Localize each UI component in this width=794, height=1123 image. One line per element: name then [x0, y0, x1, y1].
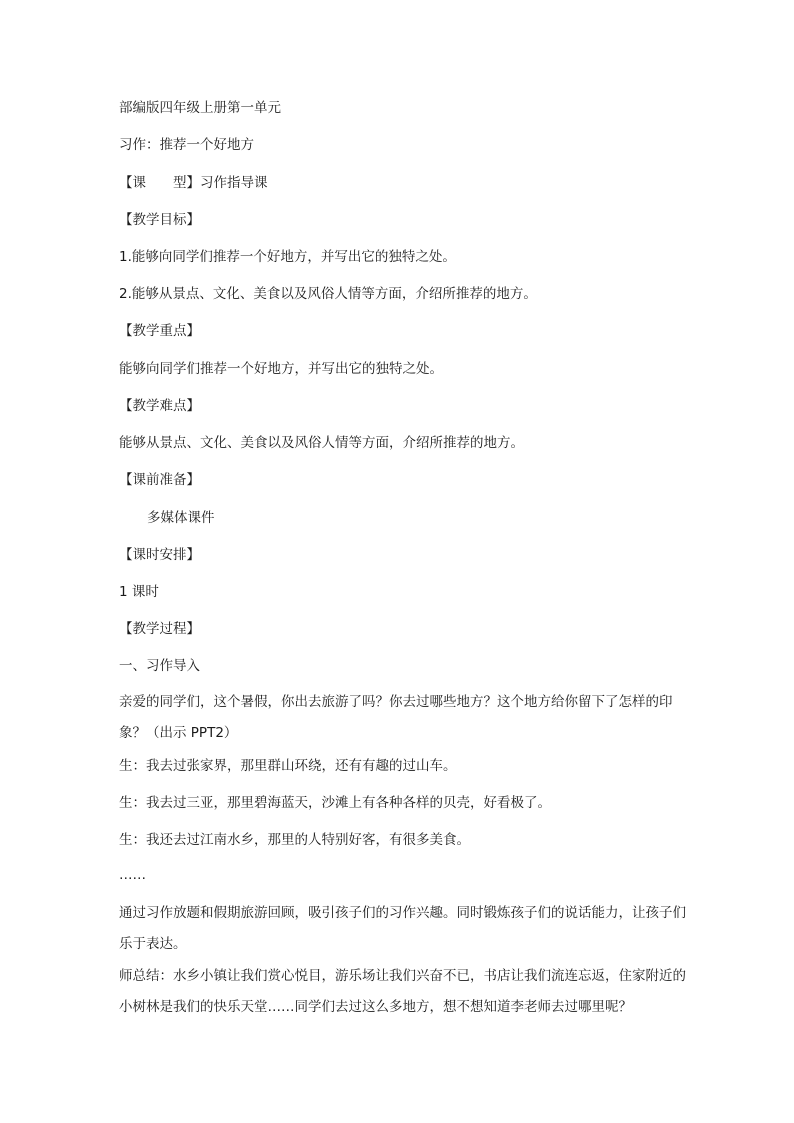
goal-item-2: 2.能够从景点、文化、美食以及风俗人情等方面，介绍所推荐的地方。: [119, 286, 537, 302]
difficulties-text: 能够从景点、文化、美食以及风俗人情等方面，介绍所推荐的地方。: [119, 435, 524, 451]
process-heading: 【教学过程】: [119, 621, 200, 637]
document-header: 部编版四年级上册第一单元: [119, 100, 281, 116]
lesson-type: 【课 型】习作指导课: [119, 175, 268, 191]
difficulties-heading: 【教学难点】: [119, 398, 200, 414]
teacher-summary: 师总结：水乡小镇让我们赏心悦目，游乐场让我们兴奋不已，书店让我们流连忘返，住家附近的小树林是我们的快乐天堂……同学们去过这么多地方，想不想知道李老师去过哪里呢？: [119, 968, 686, 1015]
design-note: 通过习作放题和假期旅游回顾，吸引孩子们的习作兴趣。同时锻炼孩子们的说话能力，让孩子们乐于表达。: [119, 905, 686, 952]
goal-item-1: 1.能够向同学们推荐一个好地方，并写出它的独特之处。: [119, 249, 456, 265]
schedule-text: 1 课时: [119, 584, 159, 600]
student-response-1: 生：我去过张家界，那里群山环绕，还有有趣的过山车。: [119, 758, 457, 774]
preparation-heading: 【课前准备】: [119, 472, 200, 488]
preparation-text: 多媒体课件: [147, 510, 215, 526]
intro-paragraph: 亲爱的同学们，这个暑假，你出去旅游了吗？你去过哪些地方？这个地方给你留下了怎样的印象？（出示 PPT2）: [119, 694, 673, 741]
ellipsis: ……: [119, 867, 146, 883]
student-response-2: 生：我去过三亚，那里碧海蓝天，沙滩上有各种各样的贝壳，好看极了。: [119, 795, 551, 811]
schedule-heading: 【课时安排】: [119, 547, 200, 563]
student-response-3: 生：我还去过江南水乡，那里的人特别好客，有很多美食。: [119, 832, 470, 848]
document-title: 习作：推荐一个好地方: [119, 137, 254, 153]
key-points-text: 能够向同学们推荐一个好地方，并写出它的独特之处。: [119, 361, 443, 377]
key-points-heading: 【教学重点】: [119, 323, 200, 339]
goals-heading: 【教学目标】: [119, 212, 200, 228]
section-heading-intro: 一、习作导入: [119, 658, 200, 674]
